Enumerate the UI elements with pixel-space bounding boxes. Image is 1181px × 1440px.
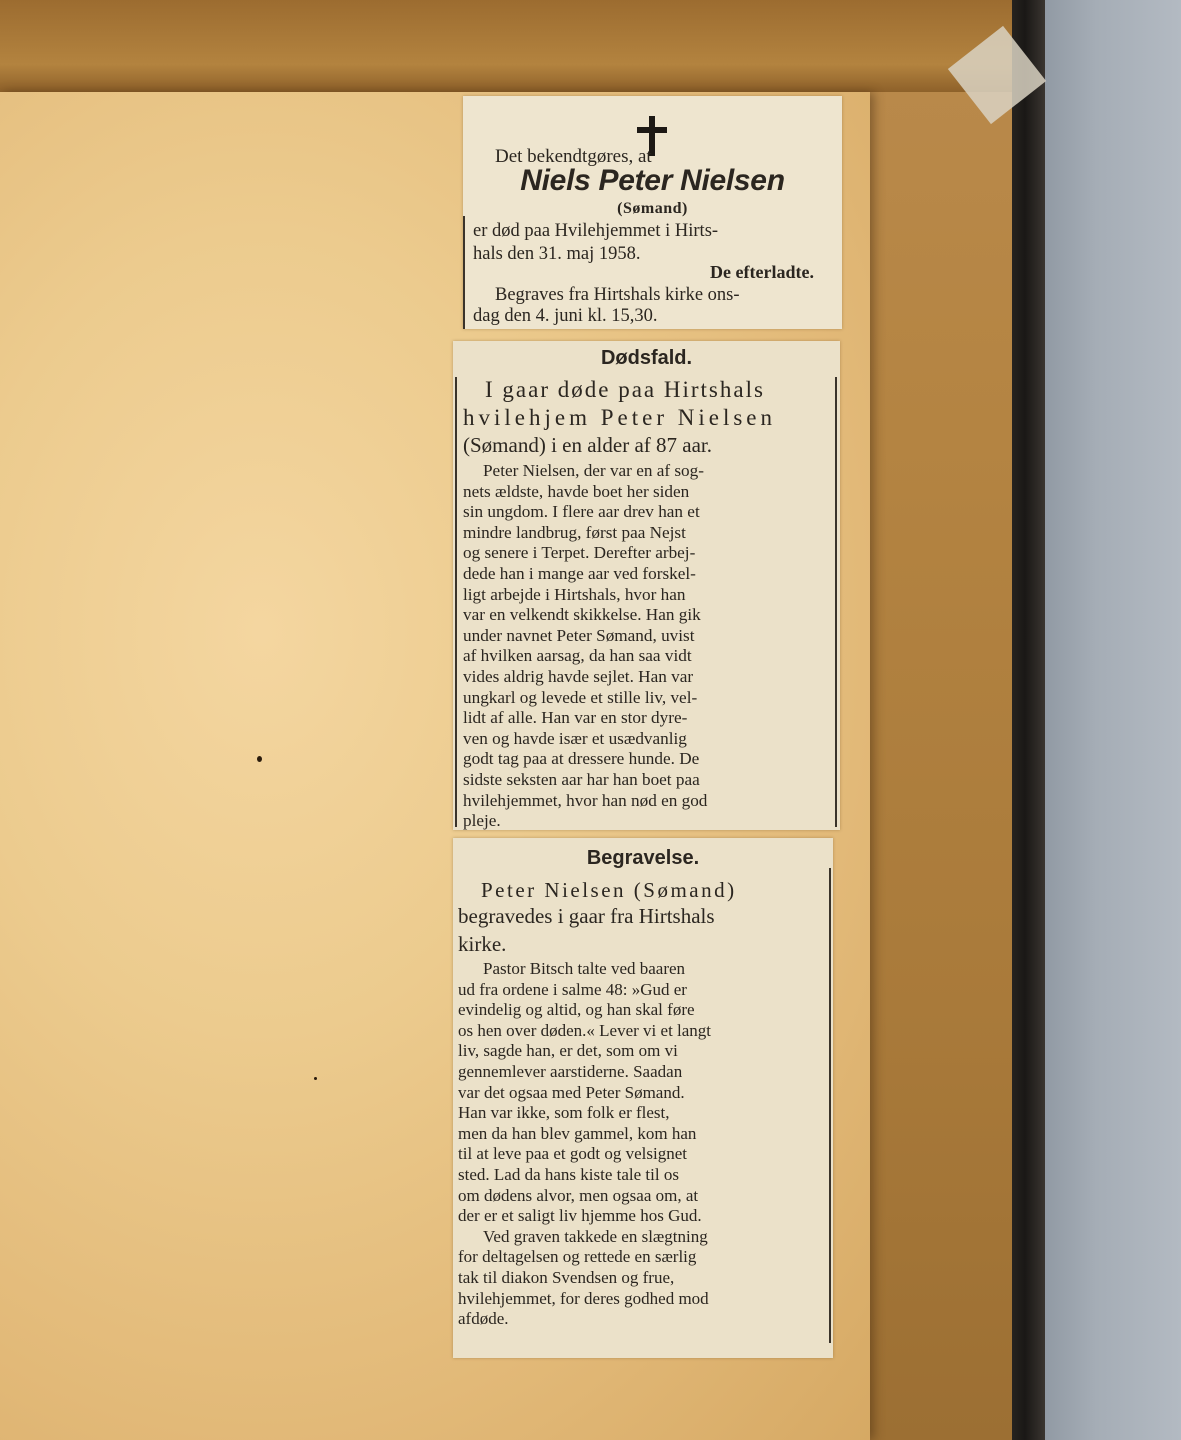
text-line: gennemlever aarstiderne. Saadan	[458, 1062, 683, 1081]
text-line: afdøde.	[458, 1309, 509, 1329]
text-line: dede han i mange aar ved forskel-	[463, 564, 696, 583]
text-line: for deltagelsen og rettede en særlig	[458, 1247, 697, 1267]
obituary-lead: hvilehjem Peter Nielsen	[463, 405, 776, 430]
text-line: ungkarl og levede et stille liv, vel-	[463, 687, 698, 707]
text-line: liv, sagde han, er det, som om vi	[458, 1041, 678, 1061]
backing-top-fold	[0, 0, 1012, 92]
text-line: nets ældste, havde boet her siden	[463, 481, 690, 501]
obituary-clipping	[453, 341, 840, 830]
text-line: og senere i Terpet. Derefter arbej-	[463, 543, 696, 563]
funeral-report-clipping	[453, 838, 833, 1358]
text-line: Han var ikke, som folk er flest,	[458, 1103, 670, 1123]
announcement-intro: Det bekendtgøres, at	[495, 146, 652, 167]
column-rule	[829, 868, 831, 1343]
text-line: tak til diakon Svendsen og frue,	[458, 1268, 675, 1287]
text-line: sin ungdom. I flere aar drev han et	[463, 502, 700, 522]
page-speck	[257, 756, 262, 762]
text-line: var en velkendt skikkelse. Han gik	[463, 605, 701, 625]
text-line: pleje.	[463, 811, 501, 831]
text-line: hvilehjemmet, for deres godhed mod	[458, 1288, 709, 1308]
text-line: hvilehjemmet, hvor han nød en god	[463, 790, 708, 810]
text-line: var det ogsaa med Peter Sømand.	[458, 1082, 685, 1102]
announcement-signature: De efterladte.	[710, 262, 814, 282]
funeral-heading: Begravelse.	[586, 847, 700, 869]
text-line: sidste seksten aar har han boet paa	[463, 770, 700, 789]
text-line: men da han blev gammel, kom han	[458, 1123, 697, 1143]
text-line: Peter Nielsen, der var en af sog-	[483, 461, 704, 480]
text-line: godt tag paa at dressere hunde. De	[463, 749, 700, 769]
text-line: evindelig og altid, og han skal føre	[458, 1000, 695, 1020]
text-line: Ved graven takkede en slægtning	[483, 1226, 708, 1246]
page-speck	[314, 1077, 317, 1080]
text-line: mindre landbrug, først paa Nejst	[463, 522, 686, 542]
text-line: ven og havde især et usædvanlig	[463, 728, 687, 748]
death-announcement-clipping	[463, 96, 842, 329]
text-line: ligt arbejde i Hirtshals, hvor han	[463, 584, 686, 604]
funeral-lead: kirke.	[458, 932, 507, 956]
text-line: ud fra ordene i salme 48: »Gud er	[458, 979, 687, 999]
announcement-line: hals den 31. maj 1958.	[473, 244, 641, 264]
burial-line: Begraves fra Hirtshals kirke ons-	[495, 285, 740, 305]
text-line: om dødens alvor, men ogsaa om, at	[458, 1185, 699, 1205]
deceased-occupation: (Sømand)	[617, 200, 688, 217]
funeral-lead: Peter Nielsen (Sømand)	[481, 878, 737, 902]
text-line: under navnet Peter Sømand, uvist	[463, 625, 695, 645]
text-line: af hvilken aarsag, da han saa vidt	[463, 646, 692, 666]
text-line: der er et saligt liv hjemme hos Gud.	[458, 1206, 702, 1226]
deceased-name: Niels Peter Nielsen	[520, 164, 785, 197]
burial-line: dag den 4. juni kl. 15,30.	[473, 306, 658, 326]
text-line: os hen over døden.« Lever vi et langt	[458, 1020, 712, 1040]
column-rule	[463, 216, 465, 329]
announcement-line: er død paa Hvilehjemmet i Hirts-	[473, 221, 719, 241]
column-rule	[835, 377, 837, 827]
text-line: til at leve paa et godt og velsignet	[458, 1144, 687, 1164]
text-line: sted. Lad da hans kiste tale til os	[458, 1165, 679, 1184]
text-line: vides aldrig havde sejlet. Han var	[463, 667, 694, 686]
funeral-lead: begravedes i gaar fra Hirtshals	[458, 904, 715, 928]
obituary-heading: Dødsfald.	[600, 347, 693, 369]
text-line: Pastor Bitsch talte ved baaren	[483, 959, 686, 978]
obituary-lead: I gaar døde paa Hirtshals	[485, 377, 765, 402]
column-rule	[455, 377, 457, 827]
text-line: lidt af alle. Han var en stor dyre-	[463, 708, 688, 728]
wall-background	[1040, 0, 1181, 1440]
obituary-lead: (Sømand) i en alder af 87 aar.	[463, 433, 712, 457]
